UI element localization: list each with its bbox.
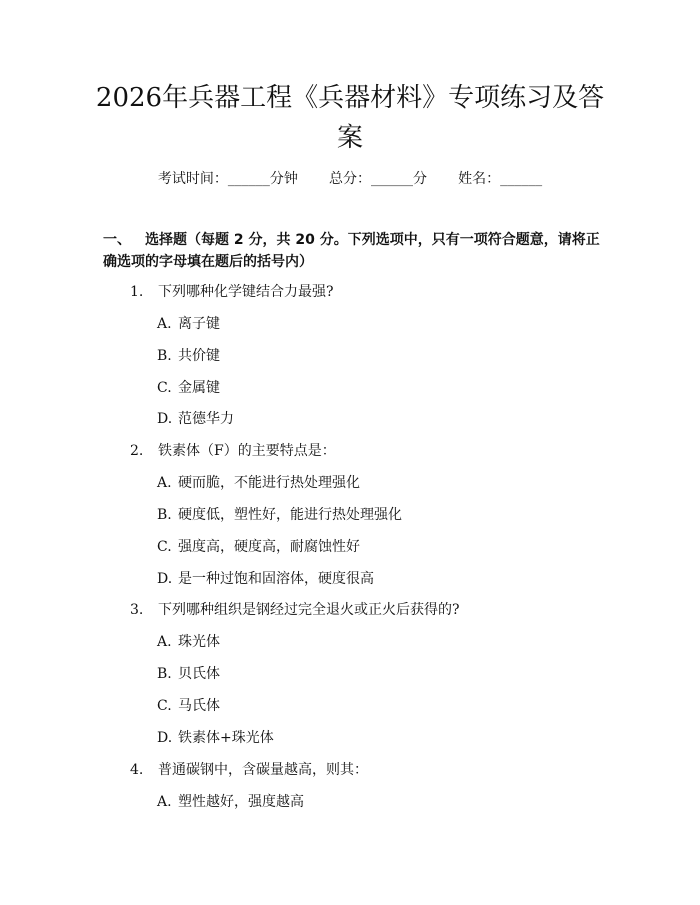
score-label: 总分： (329, 171, 371, 187)
option-letter: C. (157, 539, 172, 555)
time-unit: 分钟 (269, 171, 298, 187)
section-number: 一、 (103, 232, 131, 248)
option-letter: B. (157, 507, 172, 523)
option-text: 金属键 (178, 380, 220, 396)
question-text: 铁素体（F）的主要特点是： (158, 443, 336, 459)
section-heading (103, 229, 603, 273)
option-4a (157, 792, 304, 812)
option-text: 铁素体+珠光体 (178, 730, 274, 746)
option-1c (157, 378, 220, 398)
option-1d (157, 409, 234, 429)
question-1 (130, 282, 334, 302)
option-letter: D. (157, 730, 173, 746)
name-blank: ______ (500, 171, 543, 187)
question-3 (130, 600, 460, 620)
option-letter: C. (157, 380, 172, 396)
option-text: 硬度低，塑性好，能进行热处理强化 (178, 507, 402, 523)
option-letter: A. (157, 794, 172, 810)
question-text: 下列哪种组织是钢经过完全退火或正火后获得的? (158, 602, 460, 618)
option-text: 是一种过饱和固溶体，硬度很高 (178, 571, 374, 587)
option-letter: D. (157, 411, 173, 427)
option-letter: A. (157, 475, 172, 491)
question-number: 1. (130, 284, 144, 300)
question-text: 下列哪种化学键结合力最强? (158, 284, 334, 300)
option-text: 共价键 (178, 348, 220, 364)
option-3b (157, 664, 220, 684)
option-text: 贝氏体 (178, 666, 220, 682)
option-3a (157, 632, 220, 652)
option-text: 硬而脆，不能进行热处理强化 (178, 475, 360, 491)
name-label: 姓名： (458, 171, 501, 187)
option-2d (157, 569, 374, 589)
option-letter: A. (157, 316, 172, 332)
option-2c (157, 537, 360, 557)
option-letter: A. (157, 634, 172, 650)
option-letter: B. (157, 666, 172, 682)
score-blank: ______ (371, 171, 413, 187)
section-instructions: 选择题（每题 2 分，共 20 分。下列选项中，只有一项符合题意，请将正确选项的字母填在题后的括号内） (103, 232, 600, 270)
option-text: 珠光体 (178, 634, 220, 650)
option-text: 范德华力 (178, 411, 234, 427)
option-letter: B. (157, 348, 172, 364)
question-number: 3. (130, 602, 144, 618)
option-1b (157, 346, 220, 366)
question-2 (130, 441, 336, 461)
exam-info-line (0, 168, 700, 188)
option-text: 塑性越好，强度越高 (178, 794, 304, 810)
option-1a (157, 314, 220, 334)
option-3d (157, 728, 274, 748)
question-text: 普通碳钢中，含碳量越高，则其： (158, 762, 368, 778)
option-2a (157, 473, 360, 493)
question-number: 4. (130, 762, 144, 778)
option-letter: D. (157, 571, 173, 587)
option-2b (157, 505, 402, 525)
option-text: 离子键 (178, 316, 220, 332)
time-blank: ______ (227, 171, 270, 187)
question-number: 2. (130, 443, 144, 459)
option-text: 马氏体 (178, 698, 220, 714)
time-label: 考试时间： (157, 171, 228, 187)
option-3c (157, 696, 220, 716)
option-text: 强度高，硬度高，耐腐蚀性好 (178, 539, 360, 555)
option-letter: C. (157, 698, 172, 714)
question-4 (130, 760, 368, 780)
document-title: 2026年兵器工程《兵器材料》专项练习及答案 (95, 83, 605, 153)
score-unit: 分 (413, 171, 427, 187)
